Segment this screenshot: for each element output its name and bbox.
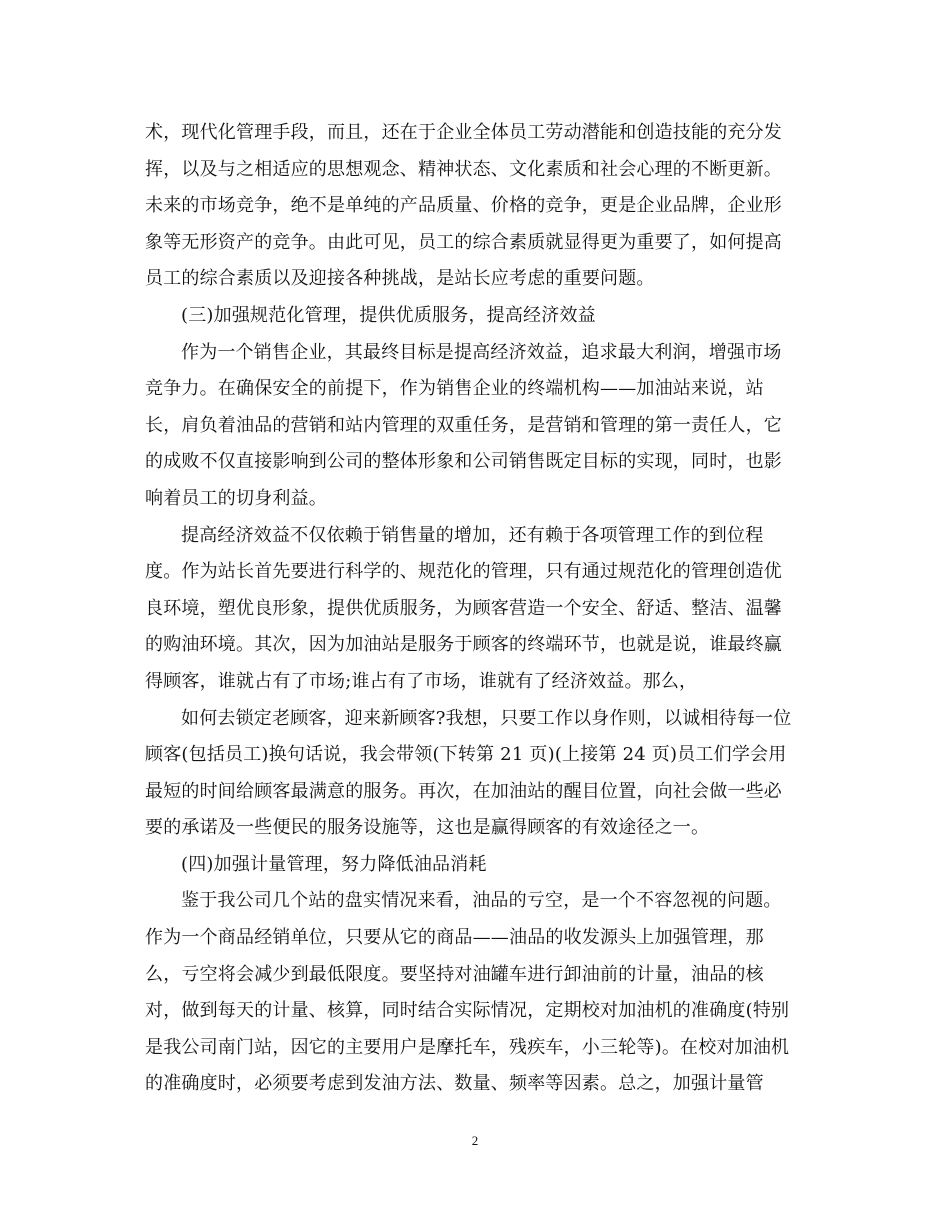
text-line: 要的承诺及一些便民的服务设施等，这也是赢得顾客的有效途径之一。 — [145, 817, 710, 839]
text-line: 鉴于我公司几个站的盘实情况来看，油品的亏空，是一个不容忽视的问题。 — [181, 890, 782, 912]
text-line: 顾客(包括员工)换句话说，我会带领(下转第 21 页)(上接第 24 页)员工们学会用 — [145, 744, 787, 766]
page-number: 2 — [471, 1133, 479, 1148]
text-line: 挥，以及与之相适应的思想观念、精神状态、文化素质和社会心理的不断更新。 — [145, 158, 782, 180]
text-line: 术，现代化管理手段，而且，还在于企业全体员工劳动潜能和创造技能的充分发 — [145, 122, 782, 143]
text-line: 对，做到每天的计量、核算，同时结合实际情况，定期校对加油机的准确度(特别 — [145, 1000, 790, 1022]
text-line: 的购油环境。其次，因为加油站是服务于顾客的终端环节，也就是说，谁最终赢 — [145, 634, 782, 656]
text-line: 员工的综合素质以及迎接各种挑战，是站长应考虑的重要问题。 — [145, 268, 655, 290]
text-line: 长，肩负着油品的营销和站内管理的双重任务，是营销和管理的第一责任人，它 — [145, 414, 782, 436]
section-heading: (三)加强规范化管理，提供优质服务，提高经济效益 — [181, 304, 596, 326]
text-line: 未来的市场竞争，绝不是单纯的产品质量、价格的竞争，更是企业品牌，企业形 — [145, 195, 782, 217]
text-line: 良环境，塑优良形象，提供优质服务，为顾客营造一个安全、舒适、整洁、温馨 — [145, 597, 782, 619]
text-line: 作为一个商品经销单位，只要从它的商品——油品的收发源头上加强管理，那 — [145, 927, 764, 949]
body-text — [145, 115, 815, 1103]
text-line: 最短的时间给顾客最满意的服务。再次，在加油站的醒目位置，向社会做一些必 — [145, 780, 782, 802]
text-line: 是我公司南门站，因它的主要用户是摩托车，残疾车，小三轮等)。在校对加油机 — [145, 1036, 790, 1058]
text-line: 提高经济效益不仅依赖于销售量的增加，还有赖于各项管理工作的到位程 — [181, 524, 764, 546]
text-line: 作为一个销售企业，其最终目标是提高经济效益，追求最大利润，增强市场 — [181, 341, 782, 363]
text-line: 象等无形资产的竞争。由此可见，员工的综合素质就显得更为重要了，如何提高 — [145, 231, 782, 253]
text-line: 度。作为站长首先要进行科学的、规范化的管理，只有通过规范化的管理创造优 — [145, 561, 782, 583]
text-line: 的准确度时，必须要考虑到发油方法、数量、频率等因素。总之，加强计量管 — [145, 1073, 764, 1095]
text-line: 得顾客，谁就占有了市场;谁占有了市场，谁就有了经济效益。那么， — [145, 670, 698, 692]
text-line: 的成败不仅直接影响到公司的整体形象和公司销售既定目标的实现，同时，也影 — [145, 451, 782, 473]
text-line: 竞争力。在确保安全的前提下，作为销售企业的终端机构——加油站来说，站 — [145, 378, 764, 400]
section-heading: (四)加强计量管理，努力降低油品消耗 — [181, 853, 487, 875]
text-line: 么，亏空将会减少到最低限度。要坚持对油罐车进行卸油前的计量，油品的核 — [145, 963, 764, 985]
text-line: 如何去锁定老顾客，迎来新顾客?我想，只要工作以身作则，以诚相待每一位 — [181, 707, 792, 729]
text-line: 响着员工的切身利益。 — [145, 487, 327, 509]
